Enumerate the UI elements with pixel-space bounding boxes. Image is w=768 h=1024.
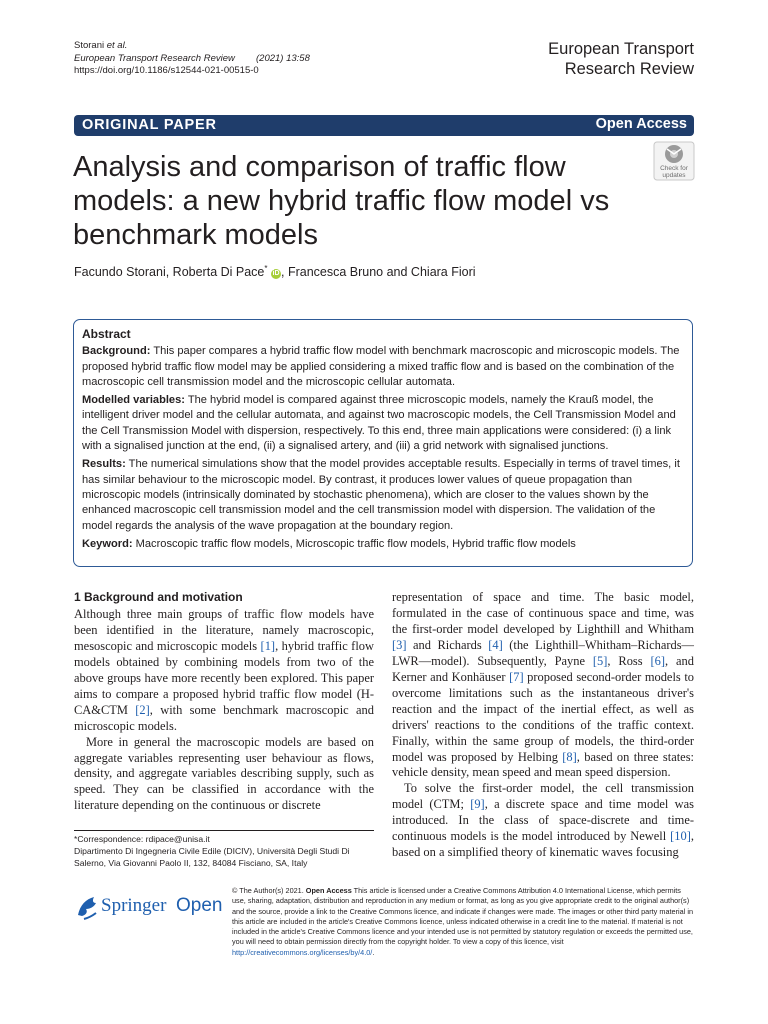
abstract-results: Results: The numerical simulations show that the model provides acceptable results. Especially in terms of travel times, it has similar behaviour to the microscopic model. By contrast, it produces lower values of queue propagation than microscopic models (intrinsically dominated by stochastic phenomena), which are closer to the values shown by the enhanced macroscopic cell transmission model and the cell transmission model with dispersion. The validation of the model regards the analysis of the wave propagation at the boundary region. xyxy=(82,458,680,532)
citation-link[interactable]: [4] xyxy=(488,637,503,652)
check-for-updates-badge[interactable] xyxy=(653,141,695,181)
header-journal-citation: European Transport Research Review (2021) 13:58 xyxy=(74,52,310,64)
open-access-label: Open Access xyxy=(595,116,687,132)
body-left-column xyxy=(74,590,374,814)
citation-link[interactable]: [7] xyxy=(509,669,524,684)
citation-link[interactable]: [3] xyxy=(392,637,407,652)
springer-brand-text: Springer xyxy=(101,895,167,916)
section-heading: 1 Background and motivation xyxy=(74,590,243,604)
body-right-column xyxy=(392,590,694,861)
article-type-bar xyxy=(74,115,694,136)
abstract-keywords: Keyword: Macroscopic traffic flow models, Microscopic traffic flow models, Hybrid traffic flow models xyxy=(82,537,576,550)
springer-horse-logo xyxy=(74,885,224,925)
citation-link[interactable]: [10] xyxy=(670,829,691,844)
abstract-box xyxy=(73,319,693,567)
header-authors: Storani et al. xyxy=(74,40,128,51)
citation-link[interactable]: [5] xyxy=(592,653,608,668)
header-doi[interactable]: https://doi.org/10.1186/s12544-021-00515-0 xyxy=(74,65,259,76)
badge-line2: updates xyxy=(662,172,686,179)
paper-title: Analysis and comparison of traffic flow models: a new hybrid traffic flow model vs benchmark models xyxy=(73,151,610,251)
correspondence-footnote xyxy=(74,830,374,869)
paragraph: To solve the first-order model, the cell transmission model (CTM; [9], a discrete space and time model was introduced. In the class of space-discrete and time-continuous models is the model introduced by Newell [10], based on a simplified theory of kinematic waves focusing xyxy=(392,781,695,860)
check-for-updates-icon xyxy=(653,141,695,181)
orcid-icon[interactable]: iD xyxy=(272,270,280,278)
citation-link[interactable]: [9] xyxy=(470,797,485,812)
running-header xyxy=(74,40,310,78)
abstract-heading: Abstract xyxy=(82,327,131,341)
article-type-label: ORIGINAL PAPER xyxy=(82,117,217,133)
correspondence-affiliation: Dipartimento Di Ingegneria Civile Edile (DICIV), Università Degli Studi Di Salerno, Via Giovanni Paolo II, 132, 84084 Fisciano, SA, Italy xyxy=(74,846,350,868)
citation-link[interactable]: [1] xyxy=(260,638,276,653)
abstract-background: Background: This paper compares a hybrid traffic flow model with benchmark macroscopic and microscopic models. The proposed hybrid traffic flow model may be applied considering a mixed traffic flow and is based on the combination of the macroscopic cell transmission model and the microscopic cellular automata. xyxy=(82,345,680,388)
citation-link[interactable]: [6] xyxy=(650,653,666,668)
citation-link[interactable]: [2] xyxy=(135,702,150,717)
paragraph: representation of space and time. The basic model, formulated in the case of continuous space and time, was the first-order model developed by Lighthill and Whitham [3] and Richards [4] (the Lighthill–Whitham–Richards—LWR—model). Subsequently, Payne [5], Ross [6], and Kerner and Konhäuser [7] proposed second-order models to overcome limitations such as the instantaneous driver's reaction and the impact of the inertial effect, as well as drivers' reactions to the conditions of the traffic context. Finally, within the same group of models, the third-order model was proposed by Helbing [8], based on three states: vehicle density, mean speed and mean speed dispersion. xyxy=(392,590,694,780)
license-text: © The Author(s) 2021. Open Access This article is licensed under a Creative Commons Attribution 4.0 International License, which permits use, sharing, adaptation, distribution and reproduction in any medium or format, as long as you give appropriate credit to the original author(s) and the source, provide a link to the Creative Commons licence, and indicate if changes were made. The images or other third party material in this article are included in the article's Creative Commons licence, unless indicated otherwise in a credit line to the material. If material is not included in the article's Creative Commons licence and your intended use is not permitted by statutory regulation or exceeds the permitted use, you will need to obtain permission directly from the copyright holder. To view a copy of this licence, visit http://creativecommons.org/licenses/by/4.0/. xyxy=(232,886,694,957)
author-list: Facundo Storani, Roberta Di Pace* iD , Francesca Bruno and Chiara Fiori xyxy=(74,264,476,280)
citation-link[interactable]: [8] xyxy=(562,749,577,764)
license-link[interactable]: http://creativecommons.org/licenses/by/4.0/ xyxy=(232,947,373,957)
correspondence-email: *Correspondence: rdipace@unisa.it xyxy=(74,834,210,844)
springer-open-logo xyxy=(74,885,224,925)
springer-open-text: Open xyxy=(176,895,223,916)
paragraph: More in general the macroscopic models are based on aggregate variables representing user behaviour as flows, density, and aggregate variables describing supply, such as speed. They can be classified in accordance with the literature depending on the continuous or discrete xyxy=(74,734,374,813)
journal-name: European Transport Research Review xyxy=(548,40,694,78)
abstract-modelled-variables: Modelled variables: The hybrid model is compared against three microscopic models, namely the Krauß model, the intelligent driver model and the cellular automata, and against two macroscopic models, the Cell Transmission Model and the Cell Transmission Model with dispersion, respectively. To this end, three main applications were considered: (i) a link with a signalised junction at the end, (ii) a signalised artery, and (iii) a grid network with signalised junctions. xyxy=(82,394,676,453)
badge-line1: Check for xyxy=(660,165,688,172)
paragraph: Although three main groups of traffic flow models have been identified in the literature, namely macroscopic, mesoscopic and microscopic models [1], hybrid traffic flow models obtained by combining models from two of the above groups have more recently been explored. This paper aims to compare a proposed hybrid traffic flow model (H-CA&CTM [2], with some benchmark macroscopic and microscopic models. xyxy=(74,606,374,733)
